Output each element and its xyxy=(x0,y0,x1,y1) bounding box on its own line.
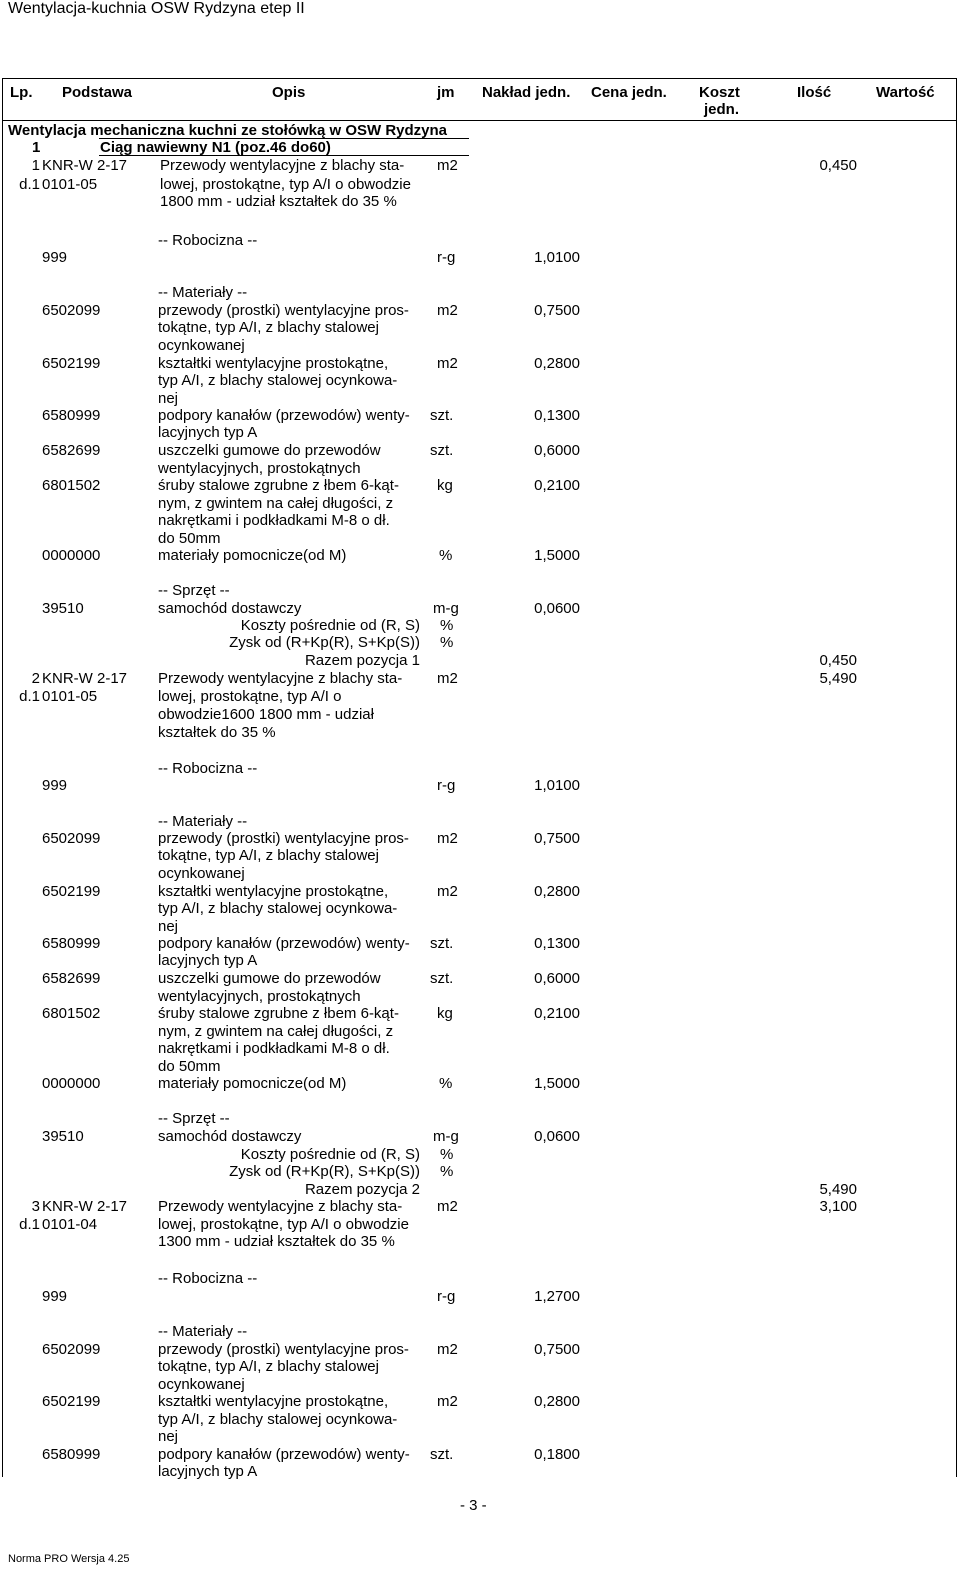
material-name: wentylacyjnych, prostokątnych xyxy=(158,988,361,1005)
material-code: 6580999 xyxy=(42,935,101,952)
material-code: 6580999 xyxy=(42,407,101,424)
material-name: podpory kanałów (przewodów) wenty- xyxy=(158,935,410,952)
material-value: 0,7500 xyxy=(534,1341,580,1358)
labor-heading: -- Robocizna -- xyxy=(158,1270,258,1287)
item-source-code: 0101-04 xyxy=(42,1216,98,1233)
material-name: przewody (prostki) wentylacyjne pros- xyxy=(158,302,409,319)
material-code: 6502199 xyxy=(42,355,101,372)
material-unit: kg xyxy=(437,1005,453,1022)
material-unit: m2 xyxy=(437,355,458,372)
material-name: do 50mm xyxy=(158,1058,221,1075)
material-unit: % xyxy=(439,1075,453,1092)
item-source-code: 0101-05 xyxy=(42,688,98,705)
labor-unit: r-g xyxy=(437,777,456,794)
profit-label: Zysk od (R+Kp(R), S+Kp(S)) xyxy=(229,634,420,651)
material-unit: szt. xyxy=(430,442,454,459)
material-name: podpory kanałów (przewodów) wenty- xyxy=(158,407,410,424)
item-unit: m2 xyxy=(437,157,458,174)
col-opis: Opis xyxy=(272,84,306,101)
col-podstawa: Podstawa xyxy=(62,84,133,101)
material-name: materiały pomocnicze(od M) xyxy=(158,1075,347,1092)
item-description: Przewody wentylacyjne z blachy sta- xyxy=(158,1198,403,1215)
material-unit: m2 xyxy=(437,1393,458,1410)
item-lp-sub: d.1 xyxy=(19,1216,40,1233)
material-value: 0,7500 xyxy=(534,830,580,847)
labor-heading: -- Robocizna -- xyxy=(158,232,258,249)
item-lp: 1 xyxy=(31,157,40,174)
material-unit: % xyxy=(439,547,453,564)
labor-code: 999 xyxy=(42,777,68,794)
header-bottom-line xyxy=(2,120,957,121)
col-naklad: Nakład jedn. xyxy=(482,84,571,101)
material-name: nakrętkami i podkładkami M-8 o dł. xyxy=(158,512,390,529)
labor-value: 1,2700 xyxy=(534,1288,580,1305)
material-name: nej xyxy=(158,918,179,935)
material-value: 1,5000 xyxy=(534,1075,580,1092)
item-unit: m2 xyxy=(437,670,458,687)
material-value: 0,2100 xyxy=(534,1005,580,1022)
material-name: tokątne, typ A/I, z blachy stalowej xyxy=(158,1358,379,1375)
material-value: 1,5000 xyxy=(534,547,580,564)
material-name: nakrętkami i podkładkami M-8 o dł. xyxy=(158,1040,390,1057)
col-koszt: Koszt xyxy=(699,84,740,101)
material-name: kształtki wentylacyjne prostokątne, xyxy=(158,355,389,372)
item-description: 1800 mm - udział kształtek do 35 % xyxy=(160,193,397,210)
material-unit: szt. xyxy=(430,935,454,952)
equipment-value: 0,0600 xyxy=(534,600,580,617)
labor-heading: -- Robocizna -- xyxy=(158,760,258,777)
material-name: kształtki wentylacyjne prostokątne, xyxy=(158,883,389,900)
material-name: nej xyxy=(158,390,179,407)
material-code: 6502199 xyxy=(42,1393,101,1410)
material-code: 0000000 xyxy=(42,1075,101,1092)
labor-unit: r-g xyxy=(437,249,456,266)
material-unit: m2 xyxy=(437,1341,458,1358)
material-name: typ A/I, z blachy stalowej ocynkowa- xyxy=(158,900,398,917)
material-unit: szt. xyxy=(430,407,454,424)
position-total-label: Razem pozycja 2 xyxy=(304,1181,420,1198)
material-name: ocynkowanej xyxy=(158,1376,245,1393)
material-name: nym, z gwintem na całej długości, z xyxy=(158,495,394,512)
material-code: 6582699 xyxy=(42,442,101,459)
item-unit: m2 xyxy=(437,1198,458,1215)
material-value: 0,1800 xyxy=(534,1446,580,1463)
equipment-unit: m-g xyxy=(433,600,459,617)
col-wartosc: Wartość xyxy=(876,84,935,101)
material-value: 0,6000 xyxy=(534,970,580,987)
material-unit: szt. xyxy=(430,1446,454,1463)
item-quantity: 0,450 xyxy=(819,157,857,174)
item-quantity: 5,490 xyxy=(819,670,857,687)
material-name: uszczelki gumowe do przewodów xyxy=(158,442,381,459)
material-name: ocynkowanej xyxy=(158,865,245,882)
item-description: kształtek do 35 % xyxy=(158,724,276,741)
material-code: 6502099 xyxy=(42,1341,101,1358)
profit-unit: % xyxy=(440,634,454,651)
equipment-code: 39510 xyxy=(42,1128,84,1145)
item-description: Przewody wentylacyjne z blachy sta- xyxy=(158,670,403,687)
position-total-value: 5,490 xyxy=(819,1181,857,1198)
equipment-heading: -- Sprzęt -- xyxy=(158,582,230,599)
material-name: wentylacyjnych, prostokątnych xyxy=(158,460,361,477)
material-name: kształtki wentylacyjne prostokątne, xyxy=(158,1393,389,1410)
material-name: tokątne, typ A/I, z blachy stalowej xyxy=(158,847,379,864)
page-number: - 3 - xyxy=(460,1497,487,1514)
material-value: 0,6000 xyxy=(534,442,580,459)
material-name: uszczelki gumowe do przewodów xyxy=(158,970,381,987)
material-code: 6801502 xyxy=(42,477,101,494)
material-name: tokątne, typ A/I, z blachy stalowej xyxy=(158,319,379,336)
profit-unit: % xyxy=(440,1163,454,1180)
item-description: lowej, prostokątne, typ A/I o obwodzie xyxy=(158,1216,409,1233)
material-code: 6580999 xyxy=(42,1446,101,1463)
material-name: lacyjnych typ A xyxy=(158,424,258,441)
item-quantity: 3,100 xyxy=(819,1198,857,1215)
item-source: KNR-W 2-17 xyxy=(42,1198,128,1215)
overhead-unit: % xyxy=(440,1146,454,1163)
materials-heading: -- Materiały -- xyxy=(158,1323,248,1340)
material-code: 6502099 xyxy=(42,830,101,847)
header-top-line xyxy=(2,78,957,79)
material-value: 0,2100 xyxy=(534,477,580,494)
material-name: nym, z gwintem na całej długości, z xyxy=(158,1023,394,1040)
equipment-value: 0,0600 xyxy=(534,1128,580,1145)
position-total-label: Razem pozycja 1 xyxy=(304,652,420,669)
material-value: 0,1300 xyxy=(534,407,580,424)
material-value: 0,7500 xyxy=(534,302,580,319)
material-name: lacyjnych typ A xyxy=(158,952,258,969)
item-source: KNR-W 2-17 xyxy=(42,670,128,687)
overhead-unit: % xyxy=(440,617,454,634)
material-value: 0,2800 xyxy=(534,883,580,900)
item-description: obwodzie1600 1800 mm - udział xyxy=(158,706,374,723)
col-cena: Cena jedn. xyxy=(591,84,667,101)
material-code: 6502199 xyxy=(42,883,101,900)
subsection-number: 1 xyxy=(32,139,41,156)
material-name: śruby stalowe zgrubne z łbem 6-kąt- xyxy=(158,1005,399,1022)
table-left-border xyxy=(2,78,3,1477)
item-description: 1300 mm - udział kształtek do 35 % xyxy=(158,1233,395,1250)
material-unit: m2 xyxy=(437,830,458,847)
material-name: podpory kanałów (przewodów) wenty- xyxy=(158,1446,410,1463)
material-name: przewody (prostki) wentylacyjne pros- xyxy=(158,1341,409,1358)
item-lp: 3 xyxy=(31,1198,40,1215)
equipment-name: samochód dostawczy xyxy=(158,1128,302,1145)
item-lp-sub: d.1 xyxy=(19,688,40,705)
position-total-value: 0,450 xyxy=(819,652,857,669)
profit-label: Zysk od (R+Kp(R), S+Kp(S)) xyxy=(229,1163,420,1180)
software-footer: Norma PRO Wersja 4.25 xyxy=(8,1553,130,1565)
col-jm: jm xyxy=(437,84,455,101)
material-name: materiały pomocnicze(od M) xyxy=(158,547,347,564)
col-lp: Lp. xyxy=(10,84,33,101)
material-value: 0,2800 xyxy=(534,1393,580,1410)
material-name: śruby stalowe zgrubne z łbem 6-kąt- xyxy=(158,477,399,494)
item-lp-sub: d.1 xyxy=(19,176,40,193)
labor-value: 1,0100 xyxy=(534,249,580,266)
material-name: lacyjnych typ A xyxy=(158,1463,258,1480)
item-lp: 2 xyxy=(31,670,40,687)
section-title: Wentylacja mechaniczna kuchni ze stołówką w OSW Rydzyna xyxy=(8,122,448,139)
labor-value: 1,0100 xyxy=(534,777,580,794)
equipment-code: 39510 xyxy=(42,600,84,617)
materials-heading: -- Materiały -- xyxy=(158,813,248,830)
col-koszt-2: jedn. xyxy=(704,101,740,118)
material-name: nej xyxy=(158,1428,179,1445)
labor-code: 999 xyxy=(42,249,68,266)
material-code: 6801502 xyxy=(42,1005,101,1022)
col-ilosc: Ilość xyxy=(797,84,832,101)
labor-unit: r-g xyxy=(437,1288,456,1305)
material-code: 6502099 xyxy=(42,302,101,319)
materials-heading: -- Materiały -- xyxy=(158,284,248,301)
item-description: Przewody wentylacyjne z blachy sta- xyxy=(160,157,405,174)
equipment-name: samochód dostawczy xyxy=(158,600,302,617)
material-name: typ A/I, z blachy stalowej ocynkowa- xyxy=(158,1411,398,1428)
material-name: do 50mm xyxy=(158,530,221,547)
item-source-code: 0101-05 xyxy=(42,176,98,193)
material-code: 0000000 xyxy=(42,547,101,564)
document-title: Wentylacja-kuchnia OSW Rydzyna etep II xyxy=(8,0,305,17)
equipment-unit: m-g xyxy=(433,1128,459,1145)
labor-code: 999 xyxy=(42,1288,68,1305)
material-unit: kg xyxy=(437,477,453,494)
item-description: lowej, prostokątne, typ A/I o obwodzie xyxy=(160,176,411,193)
material-unit: m2 xyxy=(437,883,458,900)
material-value: 0,1300 xyxy=(534,935,580,952)
equipment-heading: -- Sprzęt -- xyxy=(158,1110,230,1127)
material-unit: m2 xyxy=(437,302,458,319)
material-name: przewody (prostki) wentylacyjne pros- xyxy=(158,830,409,847)
subsection-title: Ciąg nawiewny N1 (poz.46 do60) xyxy=(100,139,331,156)
material-name: ocynkowanej xyxy=(158,337,245,354)
overhead-label: Koszty pośrednie od (R, S) xyxy=(240,1146,420,1163)
table-right-border xyxy=(956,78,957,1477)
material-code: 6582699 xyxy=(42,970,101,987)
material-value: 0,2800 xyxy=(534,355,580,372)
overhead-label: Koszty pośrednie od (R, S) xyxy=(240,617,420,634)
item-description: lowej, prostokątne, typ A/I o xyxy=(158,688,342,705)
material-name: typ A/I, z blachy stalowej ocynkowa- xyxy=(158,372,398,389)
material-unit: szt. xyxy=(430,970,454,987)
item-source: KNR-W 2-17 xyxy=(42,157,128,174)
